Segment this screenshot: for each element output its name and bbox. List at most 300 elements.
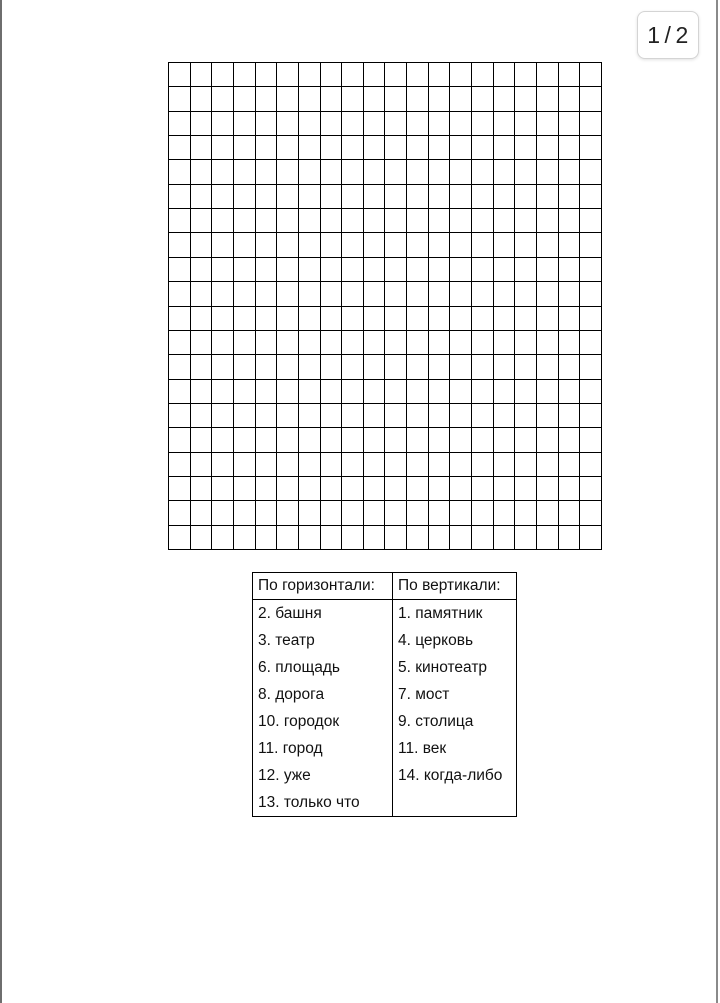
crossword-cell <box>256 209 278 233</box>
crossword-cell <box>212 136 234 160</box>
crossword-cell <box>321 428 343 452</box>
crossword-cell <box>256 380 278 404</box>
down-clue: 5. кинотеатр <box>393 654 517 681</box>
crossword-cell <box>169 160 191 184</box>
crossword-cell <box>342 501 364 525</box>
crossword-cell <box>580 501 602 525</box>
crossword-cell <box>472 453 494 477</box>
crossword-cell <box>472 526 494 550</box>
crossword-cell <box>537 282 559 306</box>
crossword-cell <box>429 87 451 111</box>
total-pages-number: 2 <box>675 21 689 48</box>
across-clue: 12. уже <box>253 762 393 789</box>
crossword-cell <box>191 501 213 525</box>
crossword-cell <box>191 355 213 379</box>
crossword-cell <box>191 477 213 501</box>
crossword-cell <box>321 87 343 111</box>
crossword-cell <box>450 380 472 404</box>
crossword-cell <box>580 87 602 111</box>
crossword-cell <box>342 404 364 428</box>
crossword-cell <box>494 233 516 257</box>
crossword-cell <box>429 380 451 404</box>
crossword-cell <box>169 526 191 550</box>
crossword-cell <box>191 331 213 355</box>
crossword-cell <box>429 501 451 525</box>
crossword-cell <box>515 331 537 355</box>
crossword-cell <box>385 63 407 87</box>
crossword-cell <box>212 404 234 428</box>
crossword-cell <box>580 307 602 331</box>
crossword-cell <box>407 307 429 331</box>
crossword-cell <box>407 477 429 501</box>
crossword-cell <box>515 160 537 184</box>
crossword-cell <box>321 526 343 550</box>
crossword-cell <box>234 87 256 111</box>
crossword-cell <box>407 380 429 404</box>
crossword-cell <box>537 258 559 282</box>
crossword-cell <box>429 233 451 257</box>
crossword-cell <box>537 355 559 379</box>
crossword-cell <box>169 380 191 404</box>
crossword-cell <box>537 526 559 550</box>
crossword-cell <box>580 404 602 428</box>
crossword-cell <box>169 185 191 209</box>
down-clue: 4. церковь <box>393 627 517 654</box>
crossword-cell <box>277 136 299 160</box>
crossword-cell <box>450 209 472 233</box>
crossword-cell <box>364 63 386 87</box>
crossword-cell <box>342 453 364 477</box>
crossword-cell <box>191 185 213 209</box>
crossword-cell <box>299 160 321 184</box>
crossword-cell <box>234 380 256 404</box>
crossword-cell <box>234 258 256 282</box>
across-header: По горизонтали: <box>253 573 393 600</box>
crossword-cell <box>256 63 278 87</box>
crossword-cell <box>407 526 429 550</box>
crossword-cell <box>494 136 516 160</box>
down-clue: 14. когда-либо <box>393 762 517 789</box>
crossword-cell <box>494 307 516 331</box>
crossword-cell <box>169 331 191 355</box>
crossword-cell <box>385 209 407 233</box>
crossword-cell <box>559 331 581 355</box>
clue-row <box>253 762 517 789</box>
crossword-cell <box>515 136 537 160</box>
crossword-cell <box>559 282 581 306</box>
crossword-cell <box>212 233 234 257</box>
crossword-cell <box>277 404 299 428</box>
crossword-cell <box>385 501 407 525</box>
crossword-cell <box>277 526 299 550</box>
crossword-cell <box>212 477 234 501</box>
down-clue: 9. столица <box>393 708 517 735</box>
crossword-cell <box>537 136 559 160</box>
crossword-cell <box>256 355 278 379</box>
clue-row <box>253 627 517 654</box>
crossword-cell <box>321 355 343 379</box>
crossword-cell <box>385 331 407 355</box>
crossword-cell <box>299 307 321 331</box>
clue-row <box>253 600 517 628</box>
crossword-cell <box>212 501 234 525</box>
crossword-cell <box>321 209 343 233</box>
crossword-cell <box>256 160 278 184</box>
crossword-cell <box>364 501 386 525</box>
clue-row <box>253 708 517 735</box>
crossword-cell <box>212 307 234 331</box>
crossword-cell <box>299 209 321 233</box>
crossword-cell <box>234 63 256 87</box>
crossword-cell <box>429 307 451 331</box>
crossword-cell <box>494 404 516 428</box>
crossword-cell <box>364 136 386 160</box>
crossword-cell <box>234 307 256 331</box>
crossword-cell <box>364 428 386 452</box>
crossword-cell <box>234 453 256 477</box>
crossword-cell <box>256 477 278 501</box>
crossword-cell <box>191 258 213 282</box>
crossword-cell <box>277 428 299 452</box>
crossword-cell <box>537 209 559 233</box>
crossword-cell <box>472 209 494 233</box>
crossword-cell <box>429 160 451 184</box>
crossword-cell <box>234 185 256 209</box>
crossword-cell <box>472 307 494 331</box>
crossword-cell <box>450 404 472 428</box>
crossword-cell <box>559 453 581 477</box>
crossword-cell <box>299 331 321 355</box>
crossword-cell <box>537 307 559 331</box>
current-page-number: 1 <box>647 21 661 48</box>
crossword-cell <box>321 63 343 87</box>
crossword-cell <box>494 112 516 136</box>
crossword-cell <box>407 233 429 257</box>
crossword-cell <box>321 233 343 257</box>
crossword-cell <box>212 87 234 111</box>
crossword-cell <box>450 112 472 136</box>
crossword-cell <box>191 136 213 160</box>
crossword-cell <box>321 404 343 428</box>
crossword-cell <box>256 453 278 477</box>
crossword-cell <box>299 380 321 404</box>
crossword-cell <box>212 453 234 477</box>
crossword-cell <box>342 477 364 501</box>
crossword-cell <box>342 136 364 160</box>
crossword-cell <box>429 428 451 452</box>
crossword-cell <box>212 185 234 209</box>
crossword-cell <box>559 258 581 282</box>
crossword-cell <box>321 185 343 209</box>
crossword-cell <box>277 233 299 257</box>
crossword-cell <box>385 185 407 209</box>
crossword-cell <box>191 404 213 428</box>
crossword-cell <box>191 112 213 136</box>
crossword-cell <box>364 160 386 184</box>
crossword-cell <box>559 526 581 550</box>
crossword-cell <box>234 404 256 428</box>
crossword-cell <box>537 477 559 501</box>
crossword-cell <box>169 87 191 111</box>
clues-table <box>252 572 517 817</box>
clue-row <box>253 789 517 817</box>
crossword-cell <box>559 233 581 257</box>
across-clue: 13. только что <box>253 789 393 817</box>
crossword-cell <box>385 136 407 160</box>
crossword-cell <box>429 404 451 428</box>
crossword-cell <box>515 87 537 111</box>
crossword-cell <box>407 501 429 525</box>
clues-header-row <box>253 573 517 600</box>
crossword-cell <box>429 112 451 136</box>
crossword-cell <box>169 112 191 136</box>
crossword-cell <box>299 355 321 379</box>
crossword-cell <box>450 233 472 257</box>
crossword-cell <box>277 501 299 525</box>
crossword-cell <box>472 63 494 87</box>
crossword-cell <box>234 501 256 525</box>
crossword-cell <box>450 428 472 452</box>
crossword-cell <box>494 526 516 550</box>
crossword-cell <box>342 160 364 184</box>
crossword-cell <box>407 282 429 306</box>
crossword-cell <box>515 307 537 331</box>
across-clue: 10. городок <box>253 708 393 735</box>
crossword-cell <box>472 331 494 355</box>
crossword-cell <box>580 477 602 501</box>
crossword-cell <box>191 428 213 452</box>
crossword-cell <box>256 112 278 136</box>
crossword-cell <box>385 258 407 282</box>
crossword-cell <box>407 136 429 160</box>
crossword-cell <box>429 331 451 355</box>
crossword-cell <box>277 477 299 501</box>
crossword-cell <box>494 380 516 404</box>
crossword-cell <box>580 526 602 550</box>
crossword-cell <box>342 428 364 452</box>
crossword-cell <box>169 355 191 379</box>
crossword-cell <box>212 380 234 404</box>
crossword-cell <box>559 185 581 209</box>
crossword-cell <box>299 112 321 136</box>
crossword-cell <box>429 258 451 282</box>
crossword-cell <box>515 185 537 209</box>
crossword-cell <box>580 380 602 404</box>
crossword-cell <box>364 404 386 428</box>
crossword-cell <box>169 477 191 501</box>
across-clue: 8. дорога <box>253 681 393 708</box>
crossword-cell <box>321 380 343 404</box>
crossword-cell <box>234 112 256 136</box>
crossword-cell <box>212 282 234 306</box>
crossword-cell <box>342 331 364 355</box>
crossword-cell <box>450 477 472 501</box>
crossword-cell <box>429 477 451 501</box>
crossword-cell <box>321 258 343 282</box>
crossword-cell <box>234 233 256 257</box>
crossword-cell <box>191 209 213 233</box>
crossword-cell <box>537 380 559 404</box>
crossword-cell <box>559 355 581 379</box>
crossword-cell <box>299 428 321 452</box>
crossword-cell <box>407 331 429 355</box>
crossword-cell <box>580 63 602 87</box>
crossword-cell <box>277 63 299 87</box>
crossword-cell <box>364 453 386 477</box>
crossword-cell <box>212 428 234 452</box>
crossword-cell <box>212 355 234 379</box>
crossword-cell <box>580 136 602 160</box>
crossword-cell <box>407 112 429 136</box>
page-edge-left <box>0 0 2 1003</box>
down-clue: 7. мост <box>393 681 517 708</box>
crossword-cell <box>212 209 234 233</box>
crossword-cell <box>212 258 234 282</box>
crossword-cell <box>537 160 559 184</box>
crossword-cell <box>299 185 321 209</box>
crossword-cell <box>385 307 407 331</box>
crossword-cell <box>580 453 602 477</box>
crossword-cell <box>580 428 602 452</box>
crossword-cell <box>494 185 516 209</box>
across-clue: 11. город <box>253 735 393 762</box>
crossword-cell <box>212 331 234 355</box>
crossword-cell <box>169 404 191 428</box>
crossword-cell <box>515 404 537 428</box>
crossword-cell <box>559 87 581 111</box>
crossword-cell <box>277 355 299 379</box>
crossword-cell <box>169 307 191 331</box>
crossword-cell <box>559 404 581 428</box>
crossword-cell <box>407 160 429 184</box>
clues-body <box>253 600 517 817</box>
crossword-cell <box>342 233 364 257</box>
crossword-cell <box>321 136 343 160</box>
page-separator: / <box>664 21 672 48</box>
crossword-cell <box>580 258 602 282</box>
crossword-cell <box>299 526 321 550</box>
crossword-cell <box>385 526 407 550</box>
crossword-cell <box>321 477 343 501</box>
crossword-cell <box>494 501 516 525</box>
crossword-cell <box>385 355 407 379</box>
crossword-cell <box>472 258 494 282</box>
crossword-cell <box>537 428 559 452</box>
crossword-cell <box>450 185 472 209</box>
crossword-cell <box>256 307 278 331</box>
crossword-cell <box>429 282 451 306</box>
crossword-cell <box>191 87 213 111</box>
crossword-cell <box>256 404 278 428</box>
crossword-cell <box>321 307 343 331</box>
crossword-cell <box>494 331 516 355</box>
crossword-cell <box>494 87 516 111</box>
crossword-cell <box>299 63 321 87</box>
crossword-cell <box>191 233 213 257</box>
crossword-cell <box>256 501 278 525</box>
crossword-cell <box>494 258 516 282</box>
crossword-cell <box>515 355 537 379</box>
crossword-cell <box>342 307 364 331</box>
crossword-cell <box>364 477 386 501</box>
crossword-cell <box>450 87 472 111</box>
down-header: По вертикали: <box>393 573 517 600</box>
crossword-cell <box>342 185 364 209</box>
crossword-cell <box>537 87 559 111</box>
crossword-cell <box>256 87 278 111</box>
crossword-cell <box>494 209 516 233</box>
crossword-cell <box>472 160 494 184</box>
crossword-cell <box>429 209 451 233</box>
crossword-cell <box>472 477 494 501</box>
crossword-cell <box>234 160 256 184</box>
across-clue: 6. площадь <box>253 654 393 681</box>
crossword-cell <box>256 136 278 160</box>
crossword-cell <box>515 282 537 306</box>
crossword-cell <box>515 63 537 87</box>
crossword-cell <box>559 428 581 452</box>
crossword-cell <box>277 209 299 233</box>
crossword-cell <box>364 331 386 355</box>
crossword-cell <box>450 307 472 331</box>
page-indicator[interactable] <box>637 11 699 59</box>
crossword-cell <box>515 526 537 550</box>
crossword-cell <box>169 428 191 452</box>
crossword-cell <box>472 428 494 452</box>
crossword-cell <box>364 87 386 111</box>
crossword-cell <box>321 331 343 355</box>
clue-row <box>253 654 517 681</box>
down-clue <box>393 789 517 817</box>
crossword-cell <box>342 87 364 111</box>
crossword-cell <box>559 209 581 233</box>
crossword-cell <box>256 185 278 209</box>
crossword-cell <box>234 428 256 452</box>
crossword-cell <box>515 209 537 233</box>
crossword-cell <box>191 307 213 331</box>
across-clue: 3. театр <box>253 627 393 654</box>
clue-row <box>253 735 517 762</box>
crossword-cell <box>277 331 299 355</box>
crossword-cell <box>234 526 256 550</box>
page-edge-right <box>716 0 718 1003</box>
crossword-cell <box>385 428 407 452</box>
crossword-cell <box>234 282 256 306</box>
crossword-cell <box>450 136 472 160</box>
crossword-cell <box>537 63 559 87</box>
crossword-cell <box>450 526 472 550</box>
crossword-cell <box>256 331 278 355</box>
crossword-cell <box>299 258 321 282</box>
crossword-cell <box>364 282 386 306</box>
crossword-cell <box>234 331 256 355</box>
down-clue: 1. памятник <box>393 600 517 628</box>
crossword-cell <box>407 404 429 428</box>
crossword-cell <box>580 233 602 257</box>
crossword-cell <box>515 477 537 501</box>
crossword-cell <box>537 185 559 209</box>
crossword-cell <box>191 380 213 404</box>
crossword-cell <box>169 258 191 282</box>
crossword-cell <box>364 112 386 136</box>
crossword-cell <box>537 331 559 355</box>
crossword-cell <box>407 355 429 379</box>
crossword-cell <box>429 185 451 209</box>
crossword-cell <box>515 233 537 257</box>
crossword-cell <box>580 185 602 209</box>
crossword-cell <box>234 477 256 501</box>
crossword-cell <box>580 160 602 184</box>
